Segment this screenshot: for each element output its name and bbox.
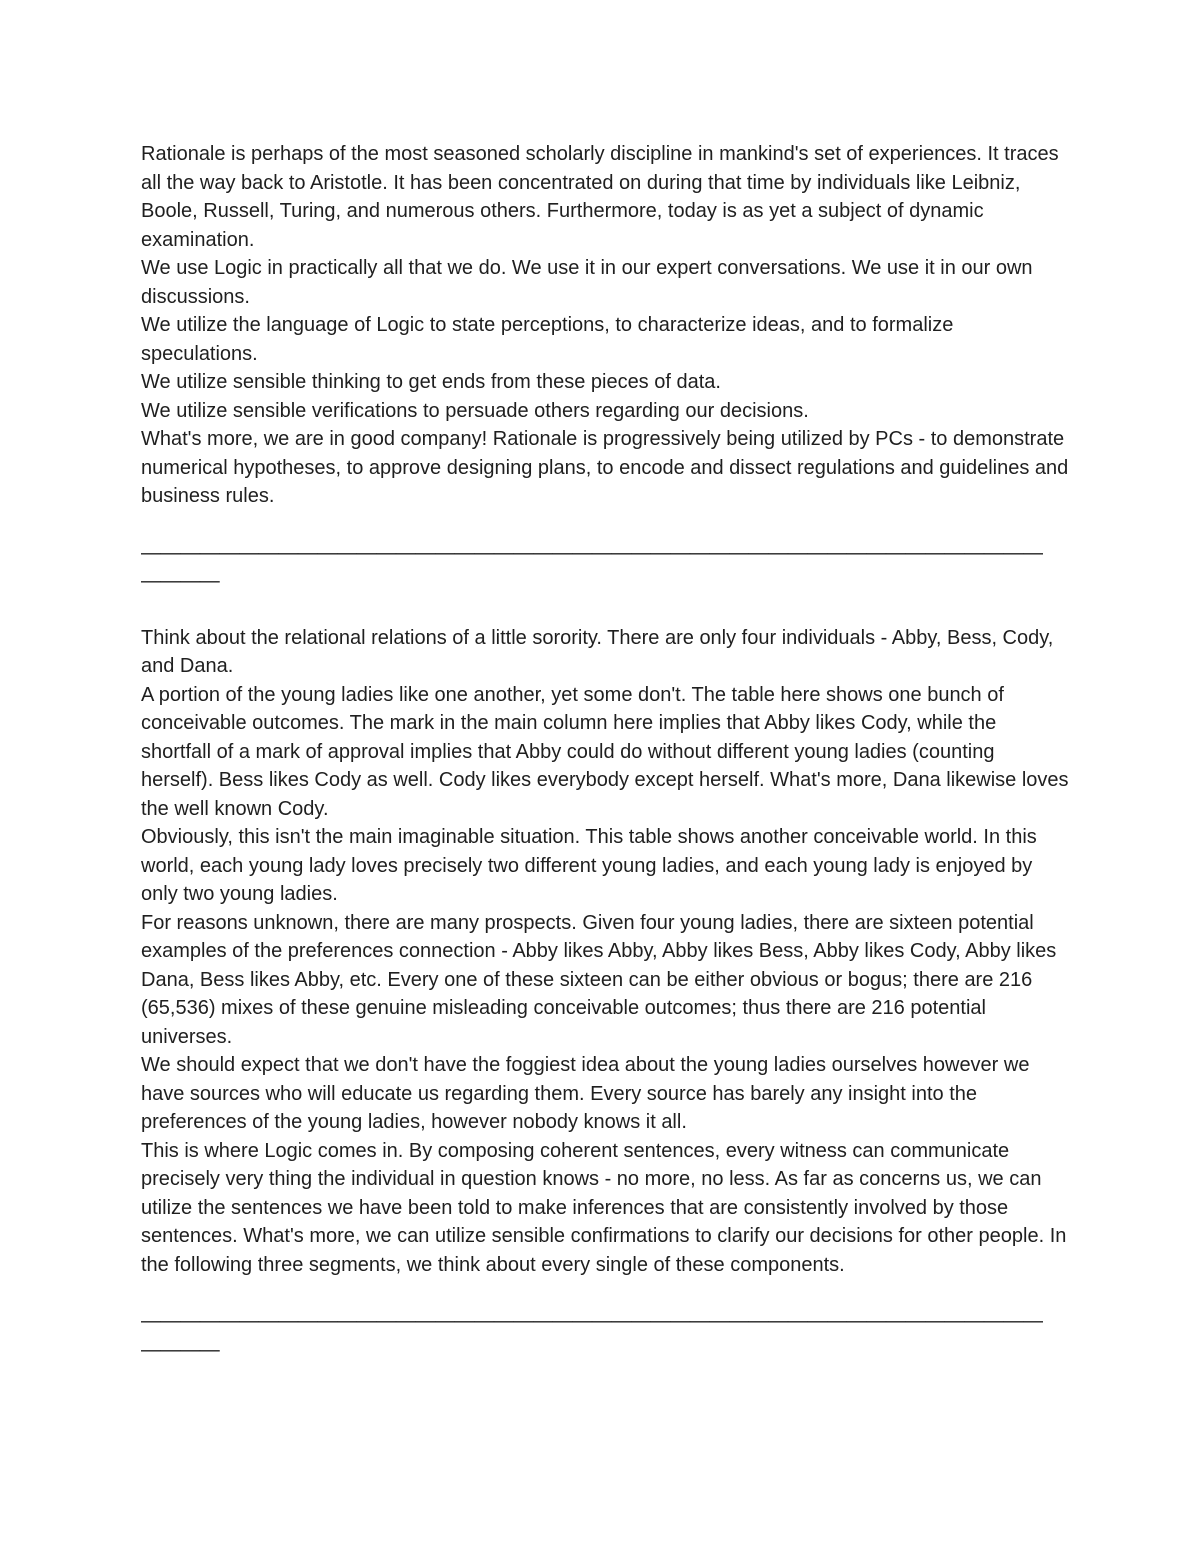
spacer (141, 511, 1071, 539)
document-body (141, 140, 1071, 1364)
paragraph: Obviously, this isn't the main imaginable situation. This table shows another conceivable world. In this world, each young lady loves precisely two different young ladies, and each young lady is enjoyed by only two young ladies. (141, 826, 1037, 905)
paragraph: We utilize sensible verifications to persuade others regarding our decisions. (141, 399, 809, 422)
paragraph: We utilize sensible thinking to get ends from these pieces of data. (141, 371, 721, 393)
paragraph: For reasons unknown, there are many prospects. Given four young ladies, there are sixteen potential examples of the preferences connection - Abby likes Abby, Abby likes Bess, Abby likes Cody, Abby likes Dana, Bess likes Abby, etc. Every one of these sixteen can be either obvious or bogus; there are 216 (65,536) mixes of these genuine misleading conceivable outcomes; thus there are 216 potential universes. (141, 911, 1057, 1048)
horizontal-rule-text: —————————————————————————————————————————————————— (141, 1310, 1043, 1361)
paragraph: Think about the relational relations of a little sorority. There are only four individuals - Abby, Bess, Cody, and Dana. (141, 626, 1054, 677)
spacer (141, 596, 1071, 624)
horizontal-rule-text: —————————————————————————————————————————————————— (141, 541, 1043, 592)
spacer (141, 1279, 1071, 1307)
section-sorority-example (141, 624, 1071, 1365)
paragraph: Rationale is perhaps of the most seasoned scholarly discipline in mankind's set of experiences. It traces all the way back to Aristotle. It has been concentrated on during that time by individuals like Leibniz, Boole, Russell, Turing, and numerous others. Furthermore, today is as yet a subject of dynamic examination. (141, 143, 1059, 251)
paragraph: What's more, we are in good company! Rationale is progressively being utilized by PCs - to demonstrate numerical hypotheses, to approve designing plans, to encode and dissect regulations and guidelines and business rules. (141, 428, 1069, 507)
paragraph: A portion of the young ladies like one another, yet some don't. The table here shows one bunch of conceivable outcomes. The mark in the main column here implies that Abby likes Cody, while the shortfall of a mark of approval implies that Abby could do without different young ladies (counting herself). Bess likes Cody as well. Cody likes everybody except herself. What's more, Dana likewise loves the well known Cody. (141, 683, 1069, 820)
paragraph: We use Logic in practically all that we do. We use it in our expert conversations. We use it in our own discussions. (141, 257, 1033, 308)
paragraph: We utilize the language of Logic to state perceptions, to characterize ideas, and to formalize speculations. (141, 314, 954, 365)
section-introduction (141, 140, 1071, 624)
paragraph: We should expect that we don't have the foggiest idea about the young ladies ourselves however we have sources who will educate us regarding them. Every source has barely any insight into the preferences of the young ladies, however nobody knows it all. (141, 1054, 1030, 1133)
paragraph: This is where Logic comes in. By composing coherent sentences, every witness can communicate precisely very thing the individual in question knows - no more, no less. As far as concerns us, we can utilize the sentences we have been told to make inferences that are consistently involved by those sentences. What's more, we can utilize sensible confirmations to clarify our decisions for other people. In the following three segments, we think about every single of these components. (141, 1139, 1067, 1276)
